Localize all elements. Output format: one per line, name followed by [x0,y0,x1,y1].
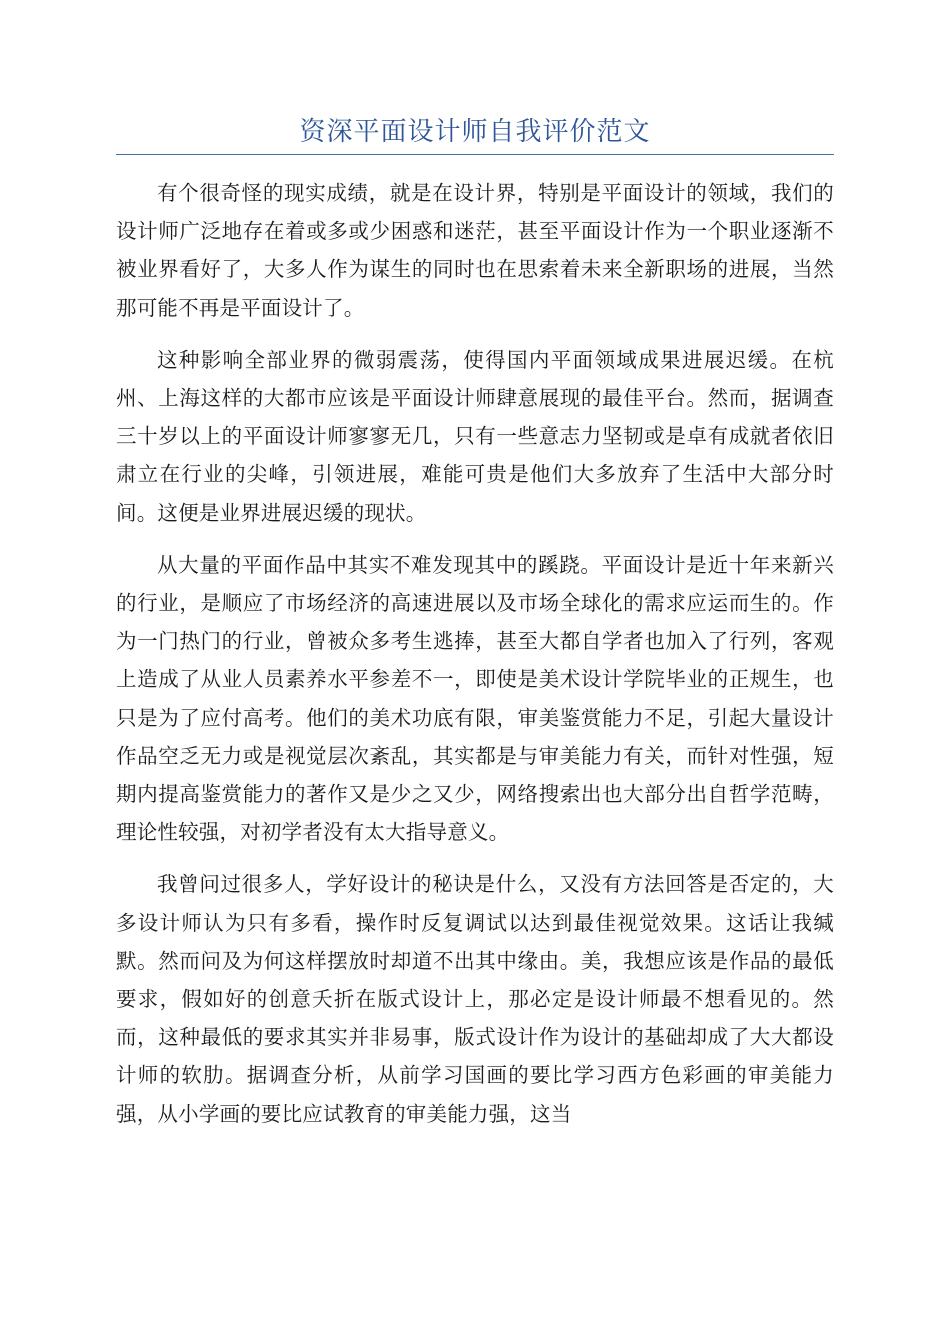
title-underline [116,154,834,155]
paragraph-1: 有个很奇怪的现实成绩，就是在设计界，特别是平面设计的领域，我们的设计师广泛地存在着或多或少困惑和迷茫，甚至平面设计作为一个职业逐渐不被业界看好了，大多人作为谋生的同时也在思索着未来全新职场的进展，当然那可能不再是平面设计了。 [116,181,834,320]
paragraph-3: 从大量的平面作品中其实不难发现其中的蹊跷。平面设计是近十年来新兴的行业，是顺应了市场经济的高速进展以及市场全球化的需求应运而生的。作为一门热门的行业，曾被众多考生逃捧，甚至大都自学者也加入了行列，客观上造成了从业人员素养水平参差不一，即使是美术设计学院毕业的正规生，也只是为了应付高考。他们的美术功底有限，审美鉴赏能力不足，引起大量设计作品空乏无力或是视觉层次紊乱，其实都是与审美能力有关，而针对性强，短期内提高鉴赏能力的著作又是少之又少，网络搜索出也大部分出自哲学范畴，理论性较强，对初学者没有太大指导意义。 [116,552,834,845]
document-title: 资深平面设计师自我评价范文 [299,117,651,147]
paragraph-2: 这种影响全部业界的微弱震荡，使得国内平面领域成果进展迟缓。在杭州、上海这样的大都市应该是平面设计师肆意展现的最佳平台。然而，据调查三十岁以上的平面设计师寥寥无几，只有一些意志力坚韧或是卓有成就者依旧肃立在行业的尖峰，引领进展，难能可贵是他们大多放弃了生活中大部分时间。这便是业界进展迟缓的现状。 [116,347,834,525]
paragraph-4: 我曾问过很多人，学好设计的秘诀是什么，又没有方法回答是否定的，大多设计师认为只有多看，操作时反复调试以达到最佳视觉效果。这话让我缄默。然而问及为何这样摆放时却道不出其中缘由。美，我想应该是作品的最低要求，假如好的创意夭折在版式设计上，那必定是设计师最不想看见的。然而，这种最低的要求其实并非易事，版式设计作为设计的基础却成了大大都设计师的软肋。据调查分析，从前学习国画的要比学习西方色彩画的审美能力强，从小学画的要比应试教育的审美能力强，这当 [116,872,834,1126]
document-body [116,174,834,1147]
